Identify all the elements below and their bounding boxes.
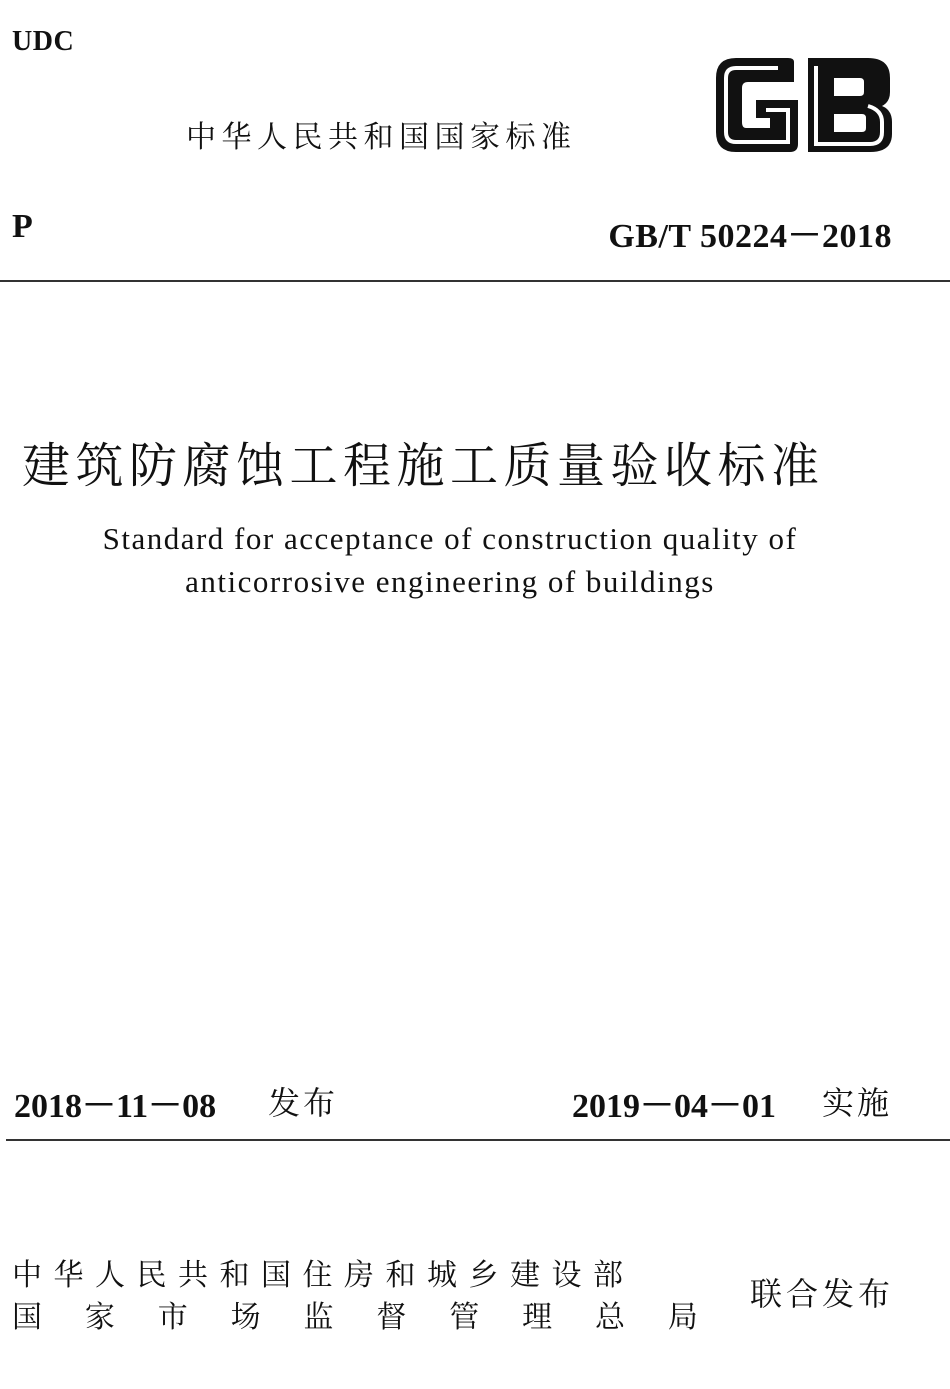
title-english-line1: Standard for acceptance of construction quality of [102,521,798,556]
joint-publish-label: 联合发布 [750,1275,895,1313]
publisher-samr [12,1292,698,1336]
title-english-line2: anticorrosive engineering of buildings [185,564,715,599]
publisher-char: 管 [449,1300,480,1335]
publisher-char: 局 [667,1300,698,1335]
publisher-char: 总 [595,1300,625,1335]
publisher-char: 市 [157,1300,188,1335]
publisher-char: 督 [376,1300,407,1335]
publisher-char: 场 [230,1300,261,1335]
gb-logo [712,56,894,154]
publisher-char: 监 [303,1300,334,1335]
publisher-char: 国 [12,1300,42,1335]
publisher-char: 家 [84,1300,115,1335]
standard-number: GB/T 50224－2018 [608,218,892,255]
udc-label: UDC [12,26,75,57]
top-divider [0,280,950,282]
publisher-ministry: 中华人民共和国住房和城乡建设部 [12,1258,635,1293]
national-standard-title: 中华人民共和国国家标准 [186,120,577,155]
bottom-divider [6,1139,950,1141]
title-chinese: 建筑防腐蚀工程施工质量验收标准 [22,438,825,494]
issue-label: 发布 [268,1084,339,1122]
category-code: P [12,208,33,245]
implementation-date: 2019－04－01 [572,1088,776,1125]
implementation-label: 实施 [822,1084,893,1122]
publisher-char: 理 [522,1300,553,1335]
issue-date: 2018－11－08 [14,1088,217,1125]
